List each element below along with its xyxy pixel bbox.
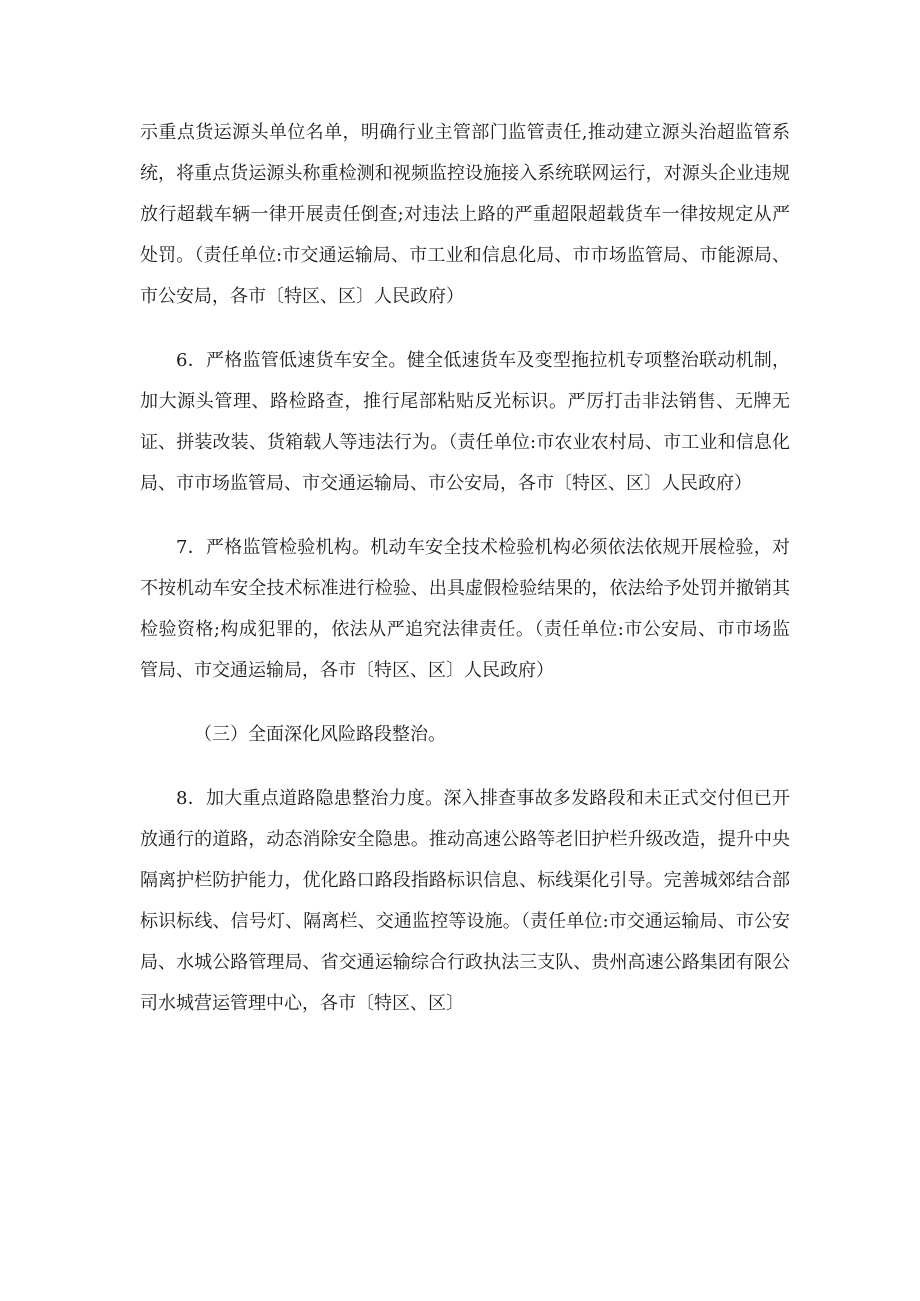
section-heading-3: （三）全面深化风险路段整治。 bbox=[194, 724, 446, 745]
paragraph-item-6: 6．严格监管低速货车安全。健全低速货车及变型拖拉机专项整治联动机制，加大源头管理、路检路查，推行尾部粘贴反光标识。严厉打击非法销售、无牌无证、拼装改装、货箱载人等违法行为。（责任单位:市农业农村局、市工业和信息化局、市市场监管局、市交通运输局、市公安局，各市〔特区、区〕人民政府） bbox=[140, 350, 790, 494]
paragraph-item-8: 8．加大重点道路隐患整治力度。深入排查事故多发路段和未正式交付但已开放通行的道路，动态消除安全隐患。推动高速公路等老旧护栏升级改造，提升中央隔离护栏防护能力，优化路口路段指路标识信息、标线渠化引导。完善城郊结合部标识标线、信号灯、隔离栏、交通监控等设施。（责任单位:市交通运输局、市公安局、水城公路管理局、省交通运输综合行政执法三支队、贵州高速公路集团有限公司水城营运管理中心，各市〔特区、区〕 bbox=[140, 788, 790, 1014]
document-body bbox=[140, 112, 790, 1024]
paragraph-continued: 示重点货运源头单位名单，明确行业主管部门监管责任,推动建立源头治超监管系统，将重点货运源头称重检测和视频监控设施接入系统联网运行，对源头企业违规放行超载车辆一律开展责任倒查;对违法上路的严重超限超载货车一律按规定从严处罚。（责任单位:市交通运输局、市工业和信息化局、市市场监管局、市能源局、市公安局，各市〔特区、区〕人民政府） bbox=[140, 122, 790, 307]
paragraph-item-7: 7．严格监管检验机构。机动车安全技术检验机构必须依法依规开展检验，对不按机动车安全技术标准进行检验、出具虚假检验结果的，依法给予处罚并撤销其检验资格;构成犯罪的，依法从严追究法律责任。（责任单位:市公安局、市市场监管局、市交通运输局，各市〔特区、区〕人民政府） bbox=[140, 537, 790, 681]
